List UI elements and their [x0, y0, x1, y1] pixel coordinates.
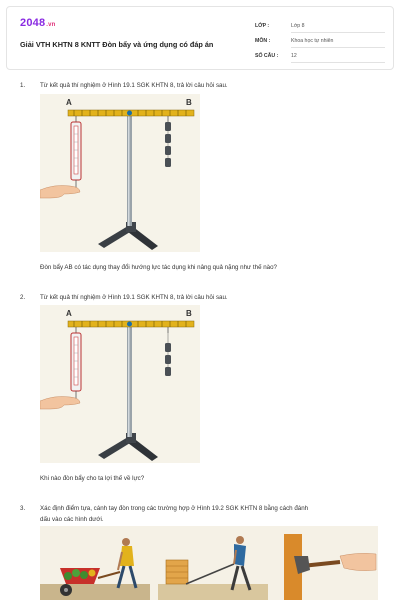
question-text: Từ kết quả thí nghiệm ở Hình 19.1 SGK KHTN 8, trả lời câu hỏi sau.	[40, 294, 228, 301]
logo-text: 2048	[20, 17, 46, 29]
question-text: Xác định điểm tựa, cánh tay đòn trong các trường hợp ở Hình 19.2 SGK KHTN 8 bằng cách đánh	[40, 505, 309, 512]
question-number: 3.	[20, 505, 26, 512]
meta-row-count	[255, 49, 385, 64]
lever-applications-figure	[40, 526, 378, 600]
divider	[291, 47, 385, 48]
question-number: 1.	[20, 82, 26, 89]
point-b-label: B	[186, 98, 192, 107]
divider	[291, 32, 385, 33]
logo-tld: .vn	[46, 22, 56, 28]
meta-row-grade	[255, 19, 385, 34]
meta-label: SỐ CÂU :	[255, 53, 279, 59]
question-number: 2.	[20, 294, 26, 301]
meta-value: Khoa học tự nhiên	[291, 38, 334, 44]
point-b-label: B	[186, 309, 192, 318]
lever-experiment-figure	[40, 305, 200, 463]
meta-row-subject	[255, 34, 385, 49]
meta-value: 12	[291, 53, 297, 59]
page-title: Giải VTH KHTN 8 KNTT Đòn bẩy và ứng dụng có đáp án	[20, 40, 214, 49]
meta-label: MÔN :	[255, 38, 271, 44]
question-text-continued: dấu vào các hình dưới.	[40, 516, 104, 523]
point-a-label: A	[66, 98, 72, 107]
sub-question: Khi nào đòn bẩy cho ta lợi thế về lực?	[40, 475, 145, 482]
meta-value: Lớp 8	[291, 23, 305, 29]
point-a-label: A	[66, 309, 72, 318]
lever-experiment-figure	[40, 94, 200, 252]
sub-question: Đòn bẩy AB có tác dụng thay đổi hướng lực tác dụng khi nâng quả nặng như thế nào?	[40, 264, 277, 271]
lever-applications-illustration	[40, 526, 378, 600]
question-text: Từ kết quả thí nghiệm ở Hình 19.1 SGK KHTN 8, trả lời câu hỏi sau.	[40, 82, 228, 89]
lever-illustration	[40, 94, 200, 252]
divider	[291, 62, 385, 63]
meta-label: LỚP :	[255, 23, 270, 29]
meta-info	[255, 19, 385, 64]
lever-illustration	[40, 305, 200, 463]
document-header	[6, 6, 394, 70]
site-logo[interactable]	[20, 17, 56, 29]
